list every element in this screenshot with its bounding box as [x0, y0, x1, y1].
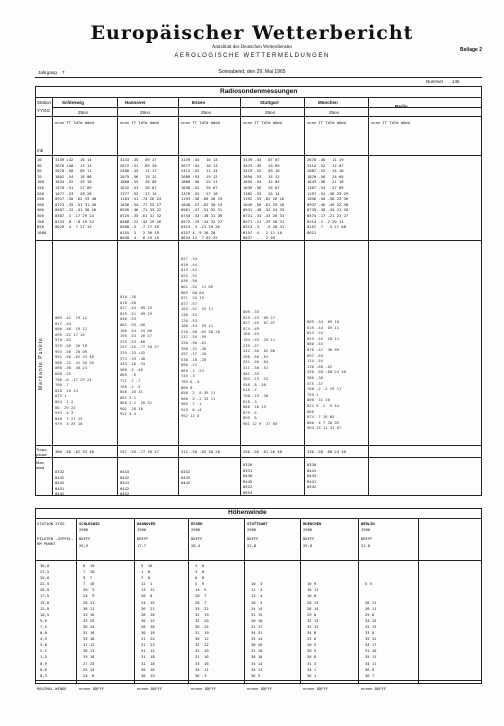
sig-points-hannover: 010 -36 018 -40 017 -44 09 25 025 -51 09 29 040 -53 082 -55 -66 106 -54 25 06 195 -53 26 27 225 -53 -66 257 -55 -77 30 27 325 -33 +42 373 -39 -48 445 -18 -34 580 -5 -40 685 -6 711 -7 -7 760 -2 -5 848 26 31 861 2 1 860 2 1 26 31 902 28 18 921 4 4: [120, 294, 159, 417]
hw-maxwind-cols: nnnnn DDFFF: [247, 686, 273, 691]
col-header-berlin: nnnn TT TdTd dddd: [371, 120, 410, 125]
hw-station-label: STATION YYGG: [37, 521, 65, 526]
markante-punkte-label: Markante Punkte: [38, 337, 44, 390]
sig-points-schleswig: 089 -42 19 12 017 -44 006 -46 19 12 095 -52 17 16 970 -52 979 -56 26 10 993 -56 28 09 991 -56 -62 33 48 506 -22 -41 30 26 060 -38 30 24 600 -25 790 -6 -17 29 24 700 -7 820 29 24 875 1 864 1 2 80 29 22 933 4 3 848 7 27 13 979 4 25 10: [55, 315, 94, 427]
hw-dddff-label: DDFFF: [79, 536, 91, 541]
mb-label: mb: [37, 148, 44, 153]
hw-sep-1: [134, 518, 135, 684]
pressure-level-250: 250: [37, 196, 44, 202]
pressure-level-100: 100: [37, 179, 44, 185]
hw-values-col: 8 19 7 18 9 7 7 16 20 9 24 9 28 11 30 11 33 16 33 25 30 24 31 16 33 18 31 12 30 11 29 18 27 23 25 15 24 8: [83, 563, 95, 678]
yygg-hannover: 29oo: [140, 110, 151, 115]
yygg-row-rule: [35, 116, 482, 117]
station-name-muenchen: München: [318, 100, 338, 105]
page-title: Europäischer Wetterbericht: [90, 22, 414, 44]
col-sep-3: [240, 97, 241, 496]
yygg-muenchen: 29oo: [329, 110, 340, 115]
yygg-essen: 29oo: [201, 110, 212, 115]
section-title: AEROLOGISCHE WETTERMELDUNGEN: [174, 53, 330, 59]
station-row-rule: [52, 107, 482, 108]
col-header-hannover: nnnn TT TdTd dddd: [120, 120, 159, 125]
pressure-level-300: 300: [37, 201, 44, 207]
yygg-label: YYGG: [37, 108, 51, 113]
col-header-stuttgart: nnnn TT TdTd dddd: [243, 120, 282, 125]
hw-sep-6: [418, 518, 419, 684]
tropo-essen: 211 -58 -62 30 20: [181, 449, 220, 454]
hoehenwinde-title-rule: [35, 518, 482, 519]
tropo-hannover: 257 -55 -77 30 27: [120, 449, 159, 454]
hw-maxwind-label: MAXIMAL-WINDE: [37, 686, 67, 691]
hw-gipfel-value: 25,8: [303, 543, 313, 548]
tropo-stuttgart: 250 -56 -61 26 38: [243, 449, 282, 454]
pressure-level-50: 50: [37, 168, 42, 174]
col-header-rule: [35, 155, 482, 156]
col-header-schleswig: nnnn TT TdTd dddd: [55, 120, 94, 125]
std-levels-essen: 3139 -44 10 13 2677 -44 10 13 2412 -52 11 14 2080 -53 19 12 1866 -56 25 11 1638 -52 26 07 1376 -53 27 10 1193 -56 -60 30 19 1048 -57 -62 30 19 0961 -47 -51 32 31 0734 -32 -38 31 39 0572 -19 -34 32 27 0313 -3 -21 29 26 0157 4 -9 26 20 0034 12 7 02 25: [181, 157, 223, 241]
hw-station-code: 2906: [361, 527, 371, 532]
radiosonde-table: [35, 86, 482, 496]
hw-header-rule: [35, 560, 482, 561]
hw-dddff-label: DDFFF: [191, 536, 203, 541]
hw-dddff-label: DDFFF: [361, 536, 373, 541]
yygg-schleswig: 29oo: [78, 110, 89, 115]
pressure-levels: [37, 157, 46, 235]
amtsblatt-subtitle: Amtsblatt des Deutschen Wetterdienstes: [211, 45, 293, 50]
station-name-schleswig: Schleswig: [62, 100, 85, 105]
maxwind-hannover: 0443 0452 0441 0442 0452: [120, 469, 130, 497]
station-name-stuttgart: Stuttgart: [260, 100, 279, 105]
hw-values-col: 3 8 3 8 6 8 5 9 14 9 20 7 28 7 33 22 32 19 32 20 30 24 31 19 30 12 32 12 32 10 31 16 33 16 34 11 36 3: [195, 563, 209, 678]
hw-gipfel-value: 28,4: [191, 543, 201, 548]
hw-maxwind-cols: nnnnn DDFFF: [137, 686, 163, 691]
maxwind-muenchen: 0330 0441 0443 0441 0542: [307, 462, 317, 490]
hw-heights: 30,0 27,5 25,0 22,5 20,0 17,5 15,0 12,5 10,5 9,0 7,5 6,0 4,5 3,0 2,1 1,5 0,9 0,6 0,3: [40, 563, 50, 678]
hw-sep-5: [358, 518, 359, 684]
station-name-hannover: Hannover: [125, 100, 146, 105]
pressure-level-30: 30: [37, 162, 42, 168]
hw-sep-2: [188, 518, 189, 684]
hw-gipfel-value: 21,8: [361, 543, 371, 548]
hw-station-code: 2906: [79, 527, 89, 532]
hw-values-col: 16 9 16 11 16 8 28 13 26 14 29 8 32 13 32 13 34 8 25 6 26 9 30 5 26 8 31 3 34 1 36 1: [307, 581, 319, 678]
tropo-muenchen: 230 -58 -60 24 30: [307, 449, 346, 454]
std-levels-schleswig: 3139 +42 16 14 2676 +40 13 13 2070 -50 09 11 1802 -54 18 08 1834 -52 29 10 1370 -51 27 09 1077 -53 28 26 0917 -50 -62 33 48 0723 -35 -51 31 36 0567 -22 -41 30 26 0307 -3 -17 29 24 0153 0 -8 29 24 0029 4 7 27 13: [55, 157, 97, 230]
std-levels-muenchen: 2670 -48 11 19 2414 -52 12 07 2087 -52 14 10 1870 -56 24 05 1643 -56 21 10 1387 -54 27 09 1197 -54 -58 29 29 1056 -56 -58 23 36 0937 -46 -49 22 30 0739 -30 -34 21 28 0575 -17 -21 21 27 0314 -2 -2 29 11 0157 7 5 27 08 0021: [307, 157, 349, 235]
hw-dddff-label: DDFFF: [247, 536, 259, 541]
yygg-stuttgart: 29oo: [265, 110, 276, 115]
col-sep-2: [178, 97, 179, 496]
jahrgang-label: Jahrgang: [38, 70, 57, 75]
hw-station-code: 2906: [247, 527, 257, 532]
hw-maxwind-cols: nnnnn DDFFF: [79, 686, 105, 691]
pressure-level-500: 500: [37, 212, 44, 218]
hw-values-col: 9 16 1 8 7 6 12 1 13 12 20 8 24 15 26 21 28 18 30 15 28 18 30 18 31 24 31 23 31 14 31 18 31 18 28 18 30 19: [141, 563, 155, 678]
hoehenwinde-title: Höhenwinde: [228, 509, 267, 516]
pressure-level-700: 700: [37, 218, 44, 224]
hw-station-code: 2906: [137, 527, 147, 532]
jahrgang-value: 7: [62, 70, 65, 75]
hw-station-name: MUENCHEN: [303, 521, 322, 526]
pressure-level-150: 150: [37, 184, 44, 190]
radiosonde-title-rule: [35, 97, 482, 98]
hw-station-name: ESSEN: [191, 521, 203, 526]
hw-maxwind-cols: nnnnn DDFFF: [361, 686, 387, 691]
col-sep-5: [368, 97, 369, 496]
hw-gipfel-value: 17,7: [137, 543, 147, 548]
hw-gipfel-value: 22,8: [247, 543, 257, 548]
radiosonde-title: Radiosondenmessungen: [220, 88, 298, 95]
pressure-level-10: 10: [37, 157, 42, 162]
hw-maxwind-cols: nnnnn DDFFF: [191, 686, 217, 691]
tropo-top-rule: [35, 445, 482, 446]
hw-gipfel-value: 26,5: [79, 543, 89, 548]
std-levels-hannover: 3143 -35 09 27 2672 -51 09 20 2406 -44 11 17 2075 -56 19 12 1860 -55 26 09 1632 -53 26 07 1377 -52 27 14 1163 -51 -74 26 24 1036 -54 -77 25 27 0926 -46 -71 33 22 0725 -35 -61 31 32 0568 -22 -42 29 26 0308 -5 -7 27 26 0155 3 2 30 19 0030 4 6 25 15: [120, 157, 162, 241]
maxwind-schleswig: 0332 0432 0442 0451 0542: [55, 469, 65, 497]
pressure-level-70: 70: [37, 173, 42, 179]
hw-dddff-label: DDFFF: [137, 536, 149, 541]
hw-values-col: 10 3 11 4 13 4 18 5 24 14 31 15 26 10 31 17 34 31 35 14 30 26 31 18 30 16 34 14 34 11 36 5: [251, 581, 263, 678]
maxwind-stuttgart: 0320 0331 0440 0445 0522 0554: [243, 462, 253, 495]
col-sep-0: [52, 97, 53, 496]
sig-points-essen: 027 -34 018 -44 013 -42 025 -52 036 -50 061 -52 11 09 085 08 04 071 25 19 077 -57 103 -52 25 11 130 -52 176 -53 186 -54 29 11 210 -58 -62 30 20 237 -55 -59 250 -56 -61 390 -31 -48 497 -17 -20 530 -18 -28 600 -21 665 -1 -23 745 -3 785 6 -4 800 8 850 2 -8 39 11 906 5 -2 33 11 909 7 -1 925 8 +4 992 12 0: [181, 256, 220, 418]
header-rule: [35, 77, 482, 78]
station-name-essen: Essen: [192, 100, 206, 105]
date-line: Sonnabend, den 29. Mai 1965: [218, 69, 286, 75]
hw-station-code: 2906: [191, 527, 201, 532]
maxwind-essen: 0332 0432 0442: [181, 469, 191, 486]
hw-maxwind-cols: nnnnn DDFFF: [303, 686, 329, 691]
pressure-level-400: 400: [37, 207, 44, 213]
maxwind-label: Max-wind: [36, 460, 45, 470]
tropo-label: Tropo-pause: [36, 447, 48, 457]
std-levels-stuttgart: 3139 -43 07 07 2675 -49 10 09 2419 -52 09 10 2090 -53 15 12 1855 -54 32 04 1639 -56 26 07 1382 -53 26 14 1192 -53 -62 26 16 1049 -56 -61 25 26 0931 -48 -52 24 33 0731 -33 -43 26 31 0571 -21 -29 28 31 0313 -3 -5 28 31 0157 4 2 11 10 0037 - 2 05: [243, 157, 285, 241]
hw-sep-3: [244, 518, 245, 684]
nummer-value: 145: [452, 79, 460, 84]
sig-points-muenchen: 009 -34 09 16 019 -44 09 11 023 -53 029 -52 18 11 080 -53 076 -57 36 09 097 -55 114 -54 230 -60 -62 250 -58 -60 24 30 306 -30 575 -57 700 -2 -2 29 11 755 1 800 31 10 822 5 -2 5 44 866 874 7 28 05 880 4 7 28 05 964 13 11 31 07: [307, 319, 346, 431]
hw-dddff-label: DDFFF: [303, 536, 315, 541]
hw-station-name: HANNOVER: [137, 521, 156, 526]
nummer-label: Nummer: [426, 79, 444, 84]
sig-points-stuttgart: 009 -35 019 -43 09 27 027 -49 07 07 074 -49 160 -53 194 -55 29 11 239 -57 242 -56 02 08 250 -56 -61 251 -56 -64 311 -38 -51 401 -33 503 -19 -22 558 -8 -30 615 -2 760 -19 -30 818 -3 800 26 19 879 -5 899 8 961 12 9 27 05: [243, 309, 278, 426]
hw-station-code: 2906: [303, 527, 313, 532]
hw-maxwind-rule: [35, 680, 482, 681]
std-levels-rule: [35, 240, 482, 241]
hw-station-name: STUTTGART: [247, 521, 268, 526]
tropo-schleswig: 300 -50 -62 33 48: [55, 449, 94, 454]
tropo-bottom-rule: [35, 457, 482, 458]
hw-values-col: 5 5 26 11 26 11 29 8 33 15 32 13 33 8 35 12 34 17 31 10 35 11 34 11 36 9 36 7: [365, 581, 377, 678]
hw-sep-4: [300, 518, 301, 684]
pressure-level-1000: 1000: [37, 229, 47, 235]
col-sep-1: [117, 97, 118, 496]
hw-pilot-label: PILOTEN -GIPFEL- KM PUNKT: [37, 536, 74, 546]
hw-sep-0: [76, 518, 77, 684]
col-header-muenchen: nnnn TT TdTd dddd: [307, 120, 346, 125]
beilage-label: Beilage 2: [460, 47, 482, 53]
pressure-level-850: 850: [37, 224, 44, 230]
hw-station-name: SCHLESWIG: [79, 521, 100, 526]
col-header-essen: nnnn TT TdTd dddd: [181, 120, 220, 125]
col-sep-4: [304, 97, 305, 496]
station-label: Station: [37, 100, 52, 105]
hw-station-name: BERLIN: [361, 521, 375, 526]
pressure-level-200: 200: [37, 190, 44, 196]
